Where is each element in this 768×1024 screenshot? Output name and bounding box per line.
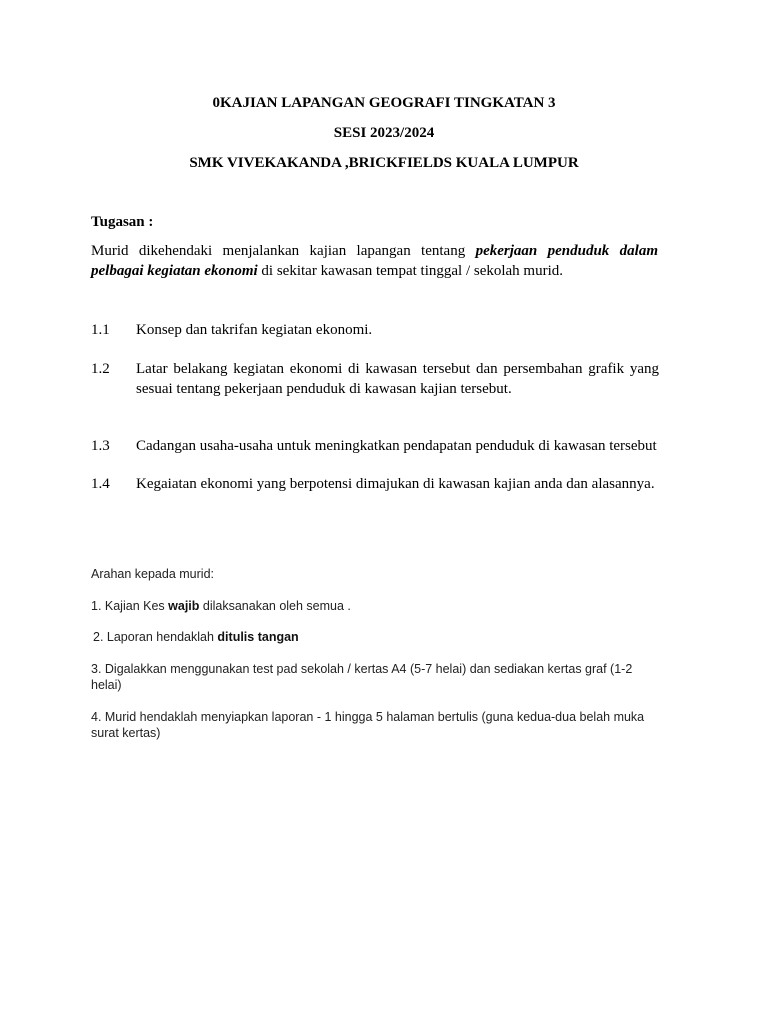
note-1-emphasis: wajib [168, 599, 200, 613]
task-item-text: Kegaiatan ekonomi yang berpotensi dimajukan di kawasan kajian anda dan alasannya. [136, 476, 655, 492]
task-item-number: 1.2 [91, 361, 110, 377]
task-item-text: Cadangan usaha-usaha untuk meningkatkan pendapatan penduduk di kawasan tersebut [136, 438, 657, 454]
task-item-text: Latar belakang kegiatan ekonomi di kawasan tersebut dan persembahan grafik yang sesuai tentang pekerjaan penduduk di kawasan kajian tersebut. [136, 361, 659, 397]
school-line: SMK VIVEKAKANDA ,BRICKFIELDS KUALA LUMPUR [189, 155, 579, 171]
document-title: 0KAJIAN LAPANGAN GEOGRAFI TINGKATAN 3 [212, 95, 556, 111]
note-2-prefix: 2. Laporan hendaklah [93, 630, 218, 644]
instruction-note-3: 3. Digalakkan menggunakan test pad sekolah / kertas A4 (5-7 helai) dan sediakan kertas graf (1-2 helai) [91, 662, 633, 692]
session-line: SESI 2023/2024 [333, 125, 435, 141]
task-description-emphasis: pekerjaan penduduk dalam pelbagai kegiatan ekonomi [91, 243, 658, 279]
task-description [91, 241, 658, 281]
task-item-number: 1.1 [91, 322, 110, 338]
instruction-note-1 [91, 598, 651, 614]
instruction-note-4: 4. Murid hendaklah menyiapkan laporan - 1 hingga 5 halaman bertulis (guna kedua-dua belah muka surat kertas) [91, 710, 645, 740]
note-1-prefix: 1. Kajian Kes [91, 599, 169, 613]
instructions-heading: Arahan kepada murid: [91, 567, 214, 581]
task-description-suffix: di sekitar kawasan tempat tinggal / sekolah murid. [257, 263, 564, 279]
note-2-emphasis: ditulis tangan [217, 630, 299, 644]
task-item-number: 1.3 [91, 438, 110, 454]
note-1-suffix: dilaksanakan oleh semua . [199, 599, 351, 613]
instruction-note-2 [93, 629, 653, 645]
task-item-number: 1.4 [91, 476, 110, 492]
task-description-prefix: Murid dikehendaki menjalankan kajian lapangan tentang [91, 243, 476, 259]
task-heading: Tugasan : [91, 214, 154, 230]
task-item-text: Konsep dan takrifan kegiatan ekonomi. [136, 322, 373, 338]
